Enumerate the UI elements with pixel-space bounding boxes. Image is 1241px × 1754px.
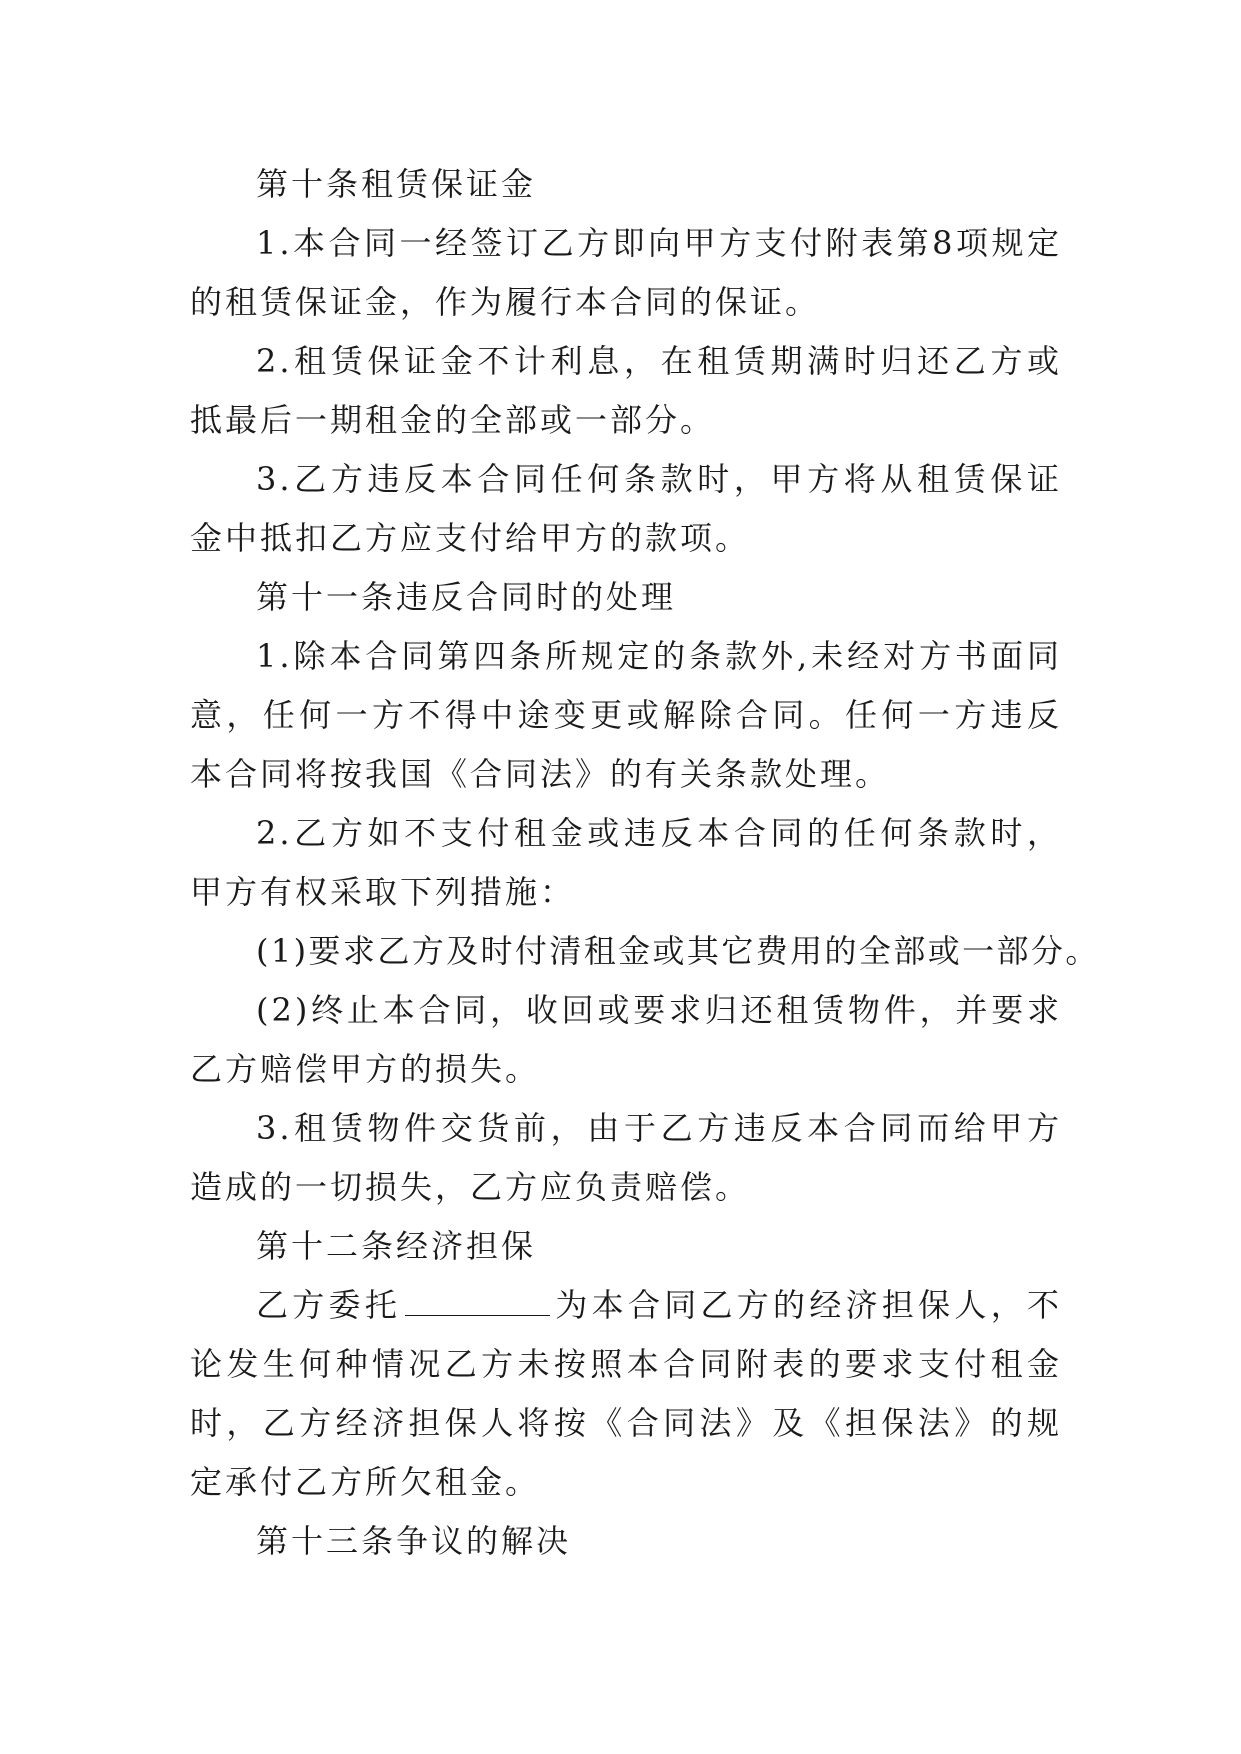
article-13-title: 第十三条争议的解决 bbox=[256, 1522, 572, 1560]
article-11-clause-2: 2.乙方如不支付租金或违反本合同的任何条款时，甲方有权采取下列措施： bbox=[190, 814, 1062, 911]
article-12-clause bbox=[190, 1276, 1062, 1512]
article-10-title: 第十条租赁保证金 bbox=[256, 165, 537, 203]
guarantor-blank-line bbox=[405, 1283, 550, 1316]
document-page bbox=[190, 155, 1100, 1571]
article-11-clause-3: 3.租赁物件交货前，由于乙方违反本合同而给甲方造成的一切损失，乙方应负责赔偿。 bbox=[190, 1109, 1062, 1206]
article-10-clause-3: 3.乙方违反本合同任何条款时，甲方将从租赁保证金中抵扣乙方应支付给甲方的款项。 bbox=[190, 460, 1062, 557]
article-12-clause-start: 乙方委托 bbox=[256, 1286, 402, 1324]
article-10-clause-1: 1.本合同一经签订乙方即向甲方支付附表第8项规定的租赁保证金，作为履行本合同的保证。 bbox=[190, 224, 1062, 321]
article-11-clause-2-item-1: (1)要求乙方及时付清租金或其它费用的全部或一部分。 bbox=[256, 932, 1100, 970]
article-12-title: 第十二条经济担保 bbox=[256, 1227, 537, 1265]
article-11-title: 第十一条违反合同时的处理 bbox=[256, 578, 677, 616]
article-12-clause-rest: 为本合同乙方的经济担保人，不论发生何种情况乙方未按照本合同附表的要求支付租金时，乙方经济担保人将按《合同法》及《担保法》的规定承付乙方所欠租金。 bbox=[190, 1286, 1062, 1501]
article-11-clause-1: 1.除本合同第四条所规定的条款外,未经对方书面同意，任何一方不得中途变更或解除合同。任何一方违反本合同将按我国《合同法》的有关条款处理。 bbox=[190, 637, 1062, 793]
article-11-clause-2-item-2: (2)终止本合同，收回或要求归还租赁物件，并要求乙方赔偿甲方的损失。 bbox=[190, 991, 1062, 1088]
article-10-clause-2: 2.租赁保证金不计利息，在租赁期满时归还乙方或抵最后一期租金的全部或一部分。 bbox=[190, 342, 1062, 439]
